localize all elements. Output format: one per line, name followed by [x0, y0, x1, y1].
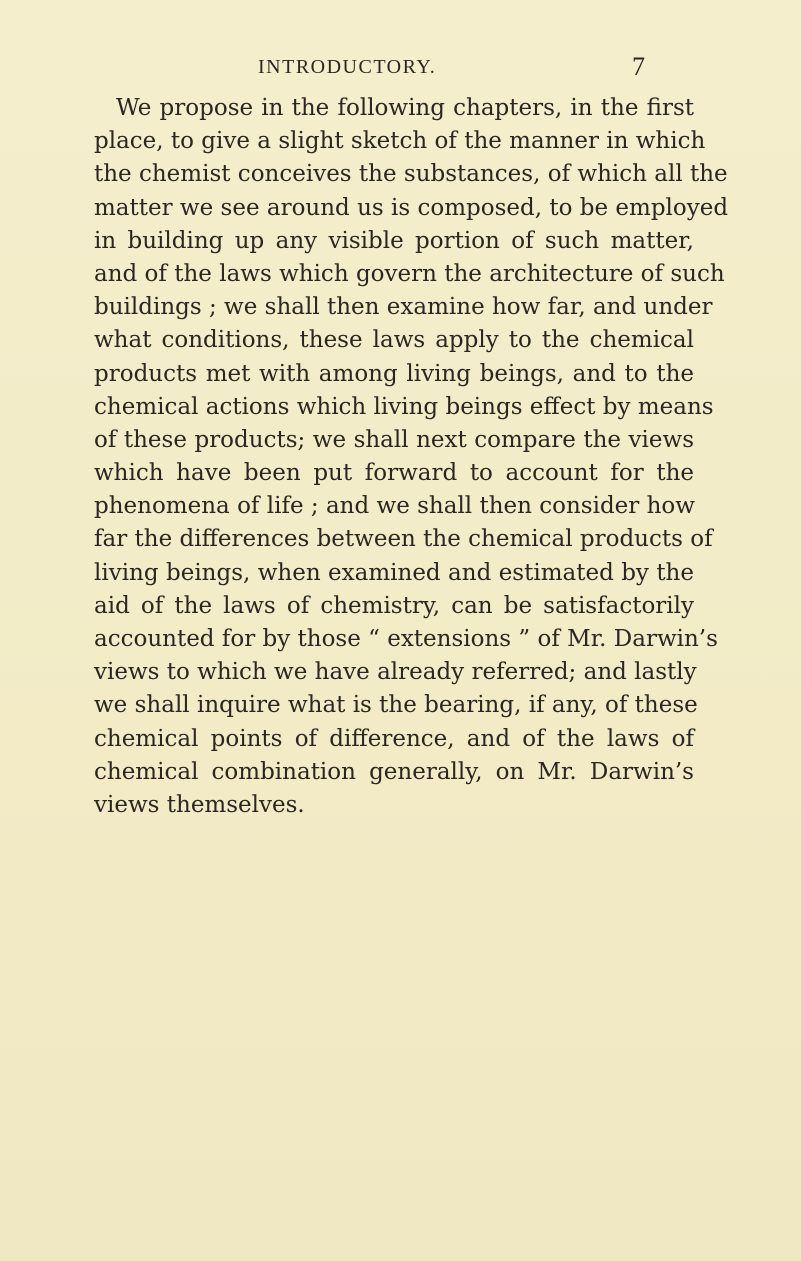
text-line: which have been put forward to account for the	[94, 460, 694, 487]
text-line: we shall inquire what is the bearing, if any, of these	[94, 692, 698, 719]
text-line: far the differences between the chemical products of	[94, 526, 713, 553]
text-line: views to which we have already referred; and lastly	[94, 659, 697, 686]
text-line: chemical combination generally, on Mr. Darwin’s	[94, 758, 694, 785]
text-line: aid of the laws of chemistry, can be satisfactorily	[94, 592, 694, 619]
running-title: INTRODUCTORY.	[258, 56, 437, 78]
text-line: phenomena of life ; and we shall then consider how	[94, 493, 695, 520]
page-number: 7	[632, 52, 645, 81]
text-line: We propose in the following chapters, in the first	[116, 95, 694, 121]
body-paragraph	[94, 92, 729, 822]
text-line: accounted for by those “ extensions ” of Mr. Darwin’s	[94, 626, 718, 652]
text-line: of these products; we shall next compare the views	[94, 426, 694, 453]
text-line: matter we see around us is composed, to be employed	[94, 194, 729, 221]
text-line: and of the laws which govern the architecture of such	[94, 260, 725, 287]
text-line: chemical actions which living beings effect by means	[94, 393, 714, 420]
running-head	[0, 52, 801, 82]
text-line: living beings, when examined and estimated by the	[94, 559, 694, 586]
text-line: products met with among living beings, and to the	[94, 360, 694, 387]
text-line: chemical points of difference, and of the laws of	[94, 725, 694, 752]
text-line: what conditions, these laws apply to the chemical	[94, 327, 694, 354]
text-line: in building up any visible portion of such matter,	[94, 227, 694, 254]
text-line: the chemist conceives the substances, of which all the	[94, 161, 728, 188]
text-line: buildings ; we shall then examine how far, and under	[94, 294, 713, 321]
text-line: views themselves.	[94, 791, 305, 818]
text-line: place, to give a slight sketch of the manner in which	[94, 128, 706, 155]
